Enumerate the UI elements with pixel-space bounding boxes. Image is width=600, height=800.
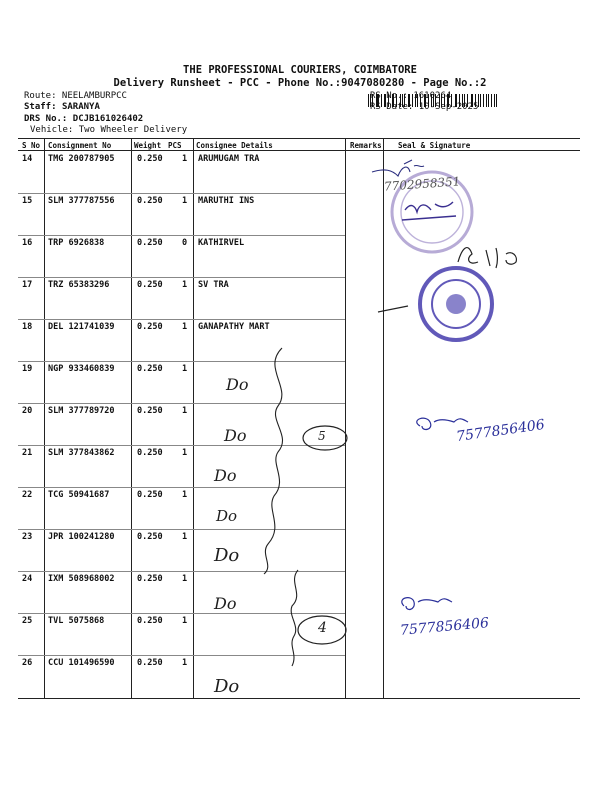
row-consignee: ARUMUGAM TRA [198,154,260,164]
row-pcs: 1 [182,154,188,164]
header-pcs: PCS [168,141,182,150]
row-weight: 0.250 [137,406,163,416]
row-consignment: TRP 6926838 [48,238,105,248]
rs-date: RS Date: 10-Sep-2025 [370,102,479,112]
row-consignment: TMG 200787905 [48,154,115,164]
staff-value: SARANYA [61,102,100,112]
row-weight: 0.250 [137,532,163,542]
row-weight: 0.250 [137,574,163,584]
row-weight: 0.250 [137,280,163,290]
signature-mark [378,306,408,312]
rs-number: RS No.: 1610264 [370,91,452,101]
row-sno: 19 [22,364,33,374]
row-consignee: MARUTHI INS [198,196,255,206]
row-sno: 16 [22,238,33,248]
row-pcs: 1 [182,532,188,542]
row-sno: 24 [22,574,33,584]
row-sno: 15 [22,196,33,206]
row-sno: 26 [22,658,33,668]
header-seal-signature: Seal & Signature [398,141,471,150]
runsheet-subtitle: Delivery Runsheet - PCC - Phone No.:9047080280 - Page No.:2 [113,77,487,89]
row-sno: 21 [22,448,33,458]
header-consignment: Consignment No [48,141,112,150]
company-title: THE PROFESSIONAL COURIERS, COIMBATORE [183,64,417,76]
staff-label: Staff: [24,102,57,112]
vehicle-text: Vehicle: Two Wheeler Delivery [30,125,188,135]
handwritten-ditto: Do [214,545,240,566]
row-pcs: 1 [182,616,188,626]
handwritten-ditto: Do [214,594,237,613]
drs-value: DCJB161026402 [72,114,144,124]
row-weight: 0.250 [137,238,163,248]
row-consignment: SLM 377789720 [48,406,115,416]
row-sno: 22 [22,490,33,500]
brace-line [291,570,298,666]
row-weight: 0.250 [137,322,163,332]
row-sno: 25 [22,616,33,626]
signature-mark [402,202,456,220]
handwritten-ditto: Do [214,676,240,697]
handwritten-count: 5 [318,429,326,443]
header-weight: Weight [134,141,162,150]
row-pcs: 0 [182,238,188,248]
row-pcs: 1 [182,196,188,206]
row-consignment: IXM 508968002 [48,574,115,584]
row-pcs: 1 [182,406,188,416]
handwritten-ditto: Do [214,466,237,485]
row-weight: 0.250 [137,616,163,626]
handwritten-phone: 7702958351 [383,174,461,194]
seal-stamp-center [446,294,466,314]
row-consignee: KATHIRVEL [198,238,245,248]
header-sno: S No [22,141,41,150]
row-consignment: SLM 377843862 [48,448,115,458]
route-text: Route: NEELAMBURPCC [24,91,127,101]
row-consignment: TVL 5075868 [48,616,105,626]
row-pcs: 1 [182,574,188,584]
handwritten-ditto: Do [216,507,238,525]
row-sno: 18 [22,322,33,332]
signature-mark [402,598,452,610]
handwritten-ditto: Do [226,375,249,394]
row-consignee: GANAPATHY MART [198,322,270,332]
row-consignment: NGP 933460839 [48,364,115,374]
row-consignment: CCU 101496590 [48,658,115,668]
signature-mark [372,160,424,176]
handwritten-count: 4 [318,620,327,636]
handwritten-phone: 7577856406 [455,416,546,446]
handwritten-ditto: Do [224,426,247,445]
row-consignment: TCG 50941687 [48,490,110,500]
row-consignment: SLM 377787556 [48,196,115,206]
row-consignment: DEL 121741039 [48,322,115,332]
row-weight: 0.250 [137,196,163,206]
brace-line [264,348,283,574]
row-weight: 0.250 [137,448,163,458]
row-weight: 0.250 [137,490,163,500]
row-sno: 20 [22,406,33,416]
row-pcs: 1 [182,364,188,374]
row-weight: 0.250 [137,154,163,164]
row-pcs: 1 [182,658,188,668]
row-weight: 0.250 [137,364,163,374]
row-sno: 17 [22,280,33,290]
row-pcs: 1 [182,490,188,500]
header-consignee: Consignee Details [196,141,273,150]
handwritten-phone: 7577856406 [399,615,490,639]
signature-mark [458,248,516,268]
row-consignee: SV TRA [198,280,229,290]
row-sno: 23 [22,532,33,542]
row-pcs: 1 [182,322,188,332]
drs-label: DRS No.: [24,114,68,124]
header-remarks: Remarks [350,141,382,150]
row-pcs: 1 [182,280,188,290]
row-sno: 14 [22,154,33,164]
row-consignment: JPR 100241280 [48,532,115,542]
row-pcs: 1 [182,448,188,458]
row-consignment: TRZ 65383296 [48,280,110,290]
row-weight: 0.250 [137,658,163,668]
